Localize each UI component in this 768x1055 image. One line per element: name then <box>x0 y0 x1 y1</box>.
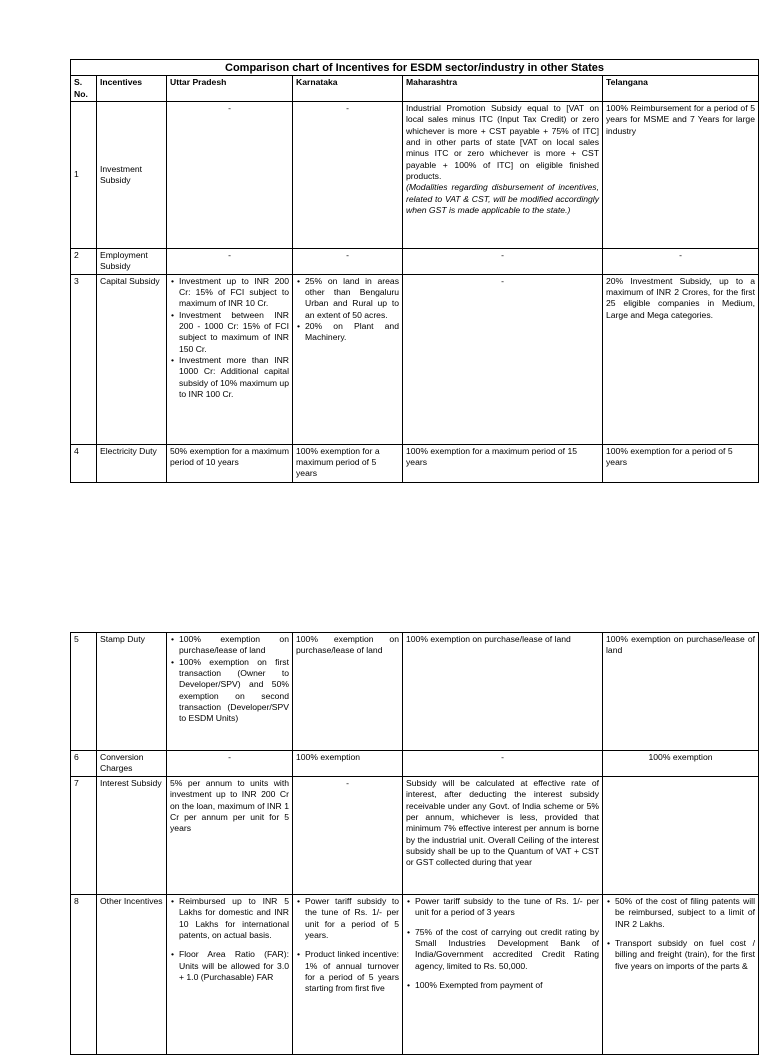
cell-telangana: - <box>603 248 759 274</box>
row-incentive: Investment Subsidy <box>97 101 167 248</box>
list-item: • Power tariff subsidy to the tune of Rs. 1/- per unit for a period of 5 years. <box>305 896 399 941</box>
cell-uttar-pradesh: 50% exemption for a maximum period of 10 years <box>167 444 293 482</box>
header-maharashtra: Maharashtra <box>403 76 603 102</box>
cell-karnataka: 100% exemption for a maximum period of 5 years <box>293 444 403 482</box>
table-row <box>71 633 759 751</box>
incentive-comparison-table-1 <box>70 59 759 483</box>
row-sno: 7 <box>71 777 97 895</box>
cell-karnataka: - <box>293 101 403 248</box>
row-sno: 2 <box>71 248 97 274</box>
cell-maharashtra <box>403 895 603 1055</box>
cell-karnataka <box>293 895 403 1055</box>
list-item: • Product linked incentive: 1% of annual turnover for a period of 5 years starting from first five <box>305 949 399 994</box>
cell-maharashtra: - <box>403 274 603 444</box>
cell-telangana <box>603 895 759 1055</box>
cell-uttar-pradesh <box>167 633 293 751</box>
cell-telangana: 100% exemption for a period of 5 years <box>603 444 759 482</box>
cell-karnataka: 100% exemption on purchase/lease of land <box>293 633 403 751</box>
row-incentive: Stamp Duty <box>97 633 167 751</box>
cell-uttar-pradesh <box>167 895 293 1055</box>
cell-uttar-pradesh: 5% per annum to units with investment up to INR 200 Cr on the loan, maximum of INR 1 Cr per annum per unit for 5 years <box>167 777 293 895</box>
header-sno: S. No. <box>71 76 97 102</box>
maharashtra-investment-subsidy-text: Industrial Promotion Subsidy equal to [VAT on local sales minus ITC (Input Tax Credit) or zero whichever is more + CST payable + 75% of ITC] and in other parts of state [VAT on local sales minus ITC or zero whichever is more + CST payable + 100% of ITC] on eligible finished products. <box>406 102 599 182</box>
table-row <box>71 101 759 248</box>
cell-telangana <box>603 777 759 895</box>
header-uttar-pradesh: Uttar Pradesh <box>167 76 293 102</box>
row-sno: 8 <box>71 895 97 1055</box>
header-telangana: Telangana <box>603 76 759 102</box>
header-incentives: Incentives <box>97 76 167 102</box>
cell-maharashtra: - <box>403 751 603 777</box>
list-item: • 100% exemption on first transaction (Owner to Developer/SPV) and 50% exemption on second transaction (Developer/SPV to ESDM Units) <box>179 657 289 725</box>
cell-maharashtra: - <box>403 248 603 274</box>
list-item: • Investment between INR 200 - 1000 Cr: 15% of FCI subject to maximum of INR 150 Cr. <box>179 310 289 355</box>
list-item: • Reimbursed up to INR 5 Lakhs for domestic and INR 10 Lakhs for international patents, on actual basis. <box>179 896 289 941</box>
list-item: • Power tariff subsidy to the tune of Rs. 1/- per unit for a period of 3 years <box>415 896 599 919</box>
cell-maharashtra <box>403 101 603 248</box>
row-sno: 6 <box>71 751 97 777</box>
table-row <box>71 274 759 444</box>
cell-karnataka: 100% exemption <box>293 751 403 777</box>
list-item: • 100% exemption on purchase/lease of land <box>179 634 289 657</box>
cell-telangana: 100% Reimbursement for a period of 5 years for MSME and 7 Years for large industry <box>603 101 759 248</box>
cell-maharashtra: 100% exemption for a maximum period of 15 years <box>403 444 603 482</box>
row-sno: 5 <box>71 633 97 751</box>
cell-maharashtra: 100% exemption on purchase/lease of land <box>403 633 603 751</box>
table-row <box>71 248 759 274</box>
list-item: • 20% on Plant and Machinery. <box>305 321 399 344</box>
cell-telangana: 100% exemption <box>603 751 759 777</box>
row-incentive: Employment Subsidy <box>97 248 167 274</box>
header-karnataka: Karnataka <box>293 76 403 102</box>
maharashtra-investment-subsidy-note: (Modalities regarding disbursement of incentives, related to VAT & CST, will be modified accordingly when GST is made applicable to the state.) <box>406 182 599 216</box>
list-item: • Investment more than INR 1000 Cr: Additional capital subsidy of 10% maximum up to INR 100 Cr. <box>179 355 289 400</box>
list-item: • 75% of the cost of carrying out credit rating by Small Industries Development Bank of India/Government accredited Credit Rating agency, limited to Rs. 50,000. <box>415 927 599 972</box>
row-incentive: Other Incentives <box>97 895 167 1055</box>
table-row <box>71 444 759 482</box>
row-sno: 4 <box>71 444 97 482</box>
cell-uttar-pradesh: - <box>167 248 293 274</box>
cell-uttar-pradesh: - <box>167 101 293 248</box>
row-sno: 1 <box>71 101 97 248</box>
cell-telangana: 20% Investment Subsidy, up to a maximum of INR 2 Crores, for the first 25 eligible companies in Medium, Large and Mega categories. <box>603 274 759 444</box>
list-item: • Transport subsidy on fuel cost / billing and freight (train), for the first five years on imports of the parts & <box>615 938 755 972</box>
list-item: • Investment up to INR 200 Cr: 15% of FCI subject to maximum of INR 10 Cr. <box>179 276 289 310</box>
list-item: • 100% Exempted from payment of <box>415 980 599 991</box>
cell-uttar-pradesh: - <box>167 751 293 777</box>
table-title: Comparison chart of Incentives for ESDM sector/industry in other States <box>71 60 759 76</box>
list-item: • Floor Area Ratio (FAR): Units will be allowed for 3.0 + 1.0 (Purchasable) FAR <box>179 949 289 983</box>
cell-karnataka <box>293 274 403 444</box>
cell-karnataka: - <box>293 248 403 274</box>
cell-uttar-pradesh <box>167 274 293 444</box>
table-header-row <box>71 76 759 102</box>
table-row <box>71 751 759 777</box>
table-row <box>71 777 759 895</box>
row-incentive: Conversion Charges <box>97 751 167 777</box>
row-incentive: Capital Subsidy <box>97 274 167 444</box>
table-row <box>71 895 759 1055</box>
list-item: • 50% of the cost of filing patents will be reimbursed, subject to a limit of INR 2 Lakhs. <box>615 896 755 930</box>
row-sno: 3 <box>71 274 97 444</box>
cell-telangana: 100% exemption on purchase/lease of land <box>603 633 759 751</box>
cell-karnataka: - <box>293 777 403 895</box>
row-incentive: Electricity Duty <box>97 444 167 482</box>
cell-maharashtra: Subsidy will be calculated at effective rate of interest, after deducting the interest subsidy receivable under any Govt. of India scheme or 5% per annum, whichever is less, provided that minimum 7% effective interest per annum is borne by the industrial unit. Overall Ceiling of the interest subsidy shall be up to the Quantum of VAT + CST or GST collected during that year <box>403 777 603 895</box>
row-incentive: Interest Subsidy <box>97 777 167 895</box>
list-item: • 25% on land in areas other than Bengaluru Urban and Rural up to an extent of 50 acres. <box>305 276 399 321</box>
incentive-comparison-table-2 <box>70 632 759 1055</box>
